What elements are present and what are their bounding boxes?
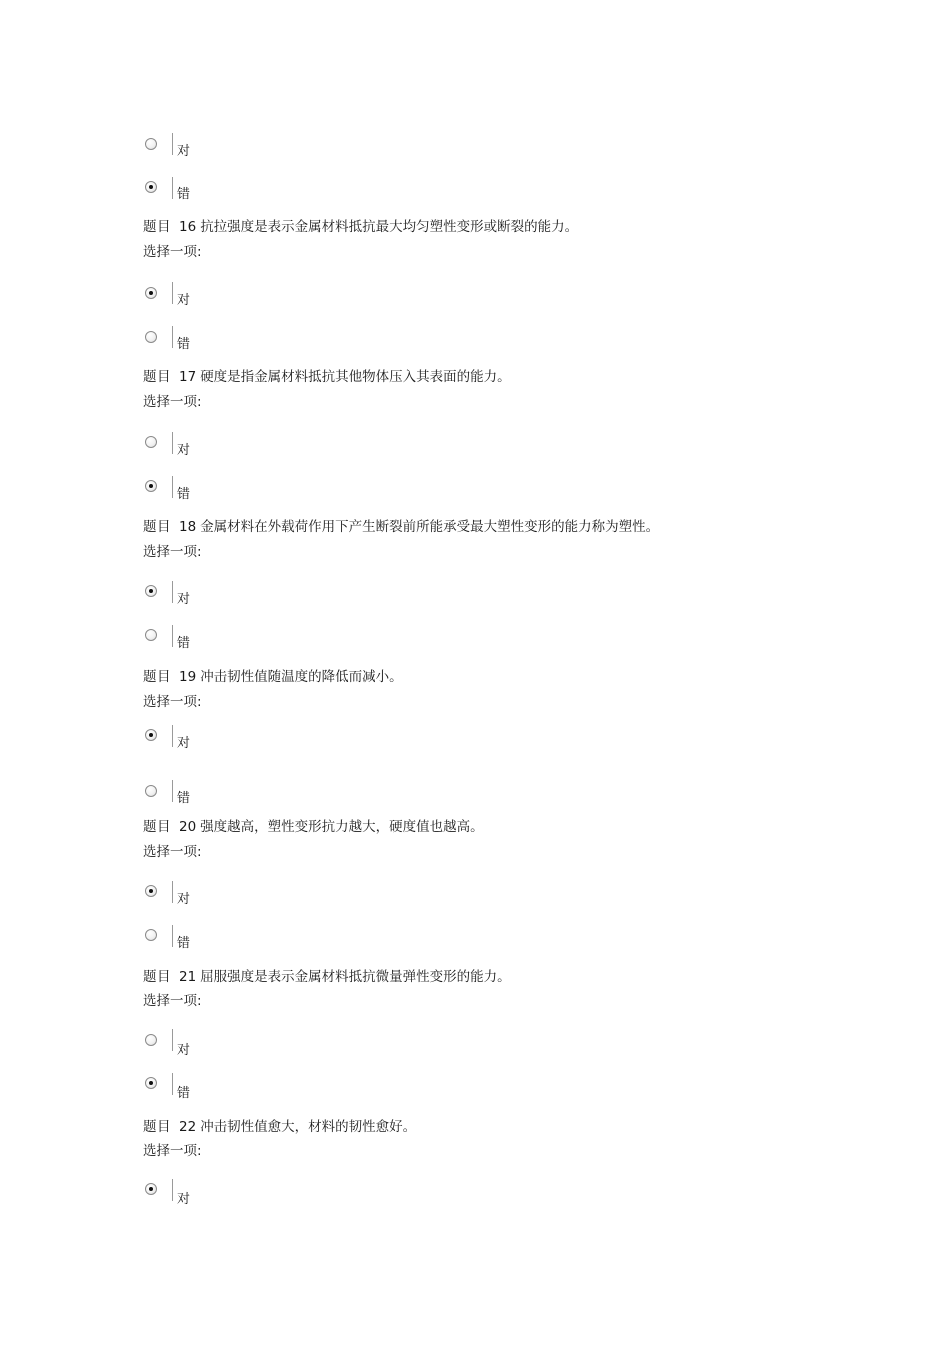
option-label: 对 [177,144,191,159]
question-number: 19 [179,669,197,685]
radio-button[interactable] [145,436,157,448]
radio-button-checked[interactable] [145,885,157,897]
radio-button[interactable] [145,1034,157,1046]
option-label: 错 [177,1086,191,1101]
option-label: 对 [177,1192,191,1207]
radio-dot-icon [149,1081,153,1085]
option-label: 错 [177,337,191,352]
divider [172,1029,173,1051]
question-prefix: 题目 [143,519,171,535]
radio-button-checked[interactable] [145,1077,157,1089]
radio-button-checked[interactable] [145,585,157,597]
question-prefix: 题目 [143,369,171,385]
question-body: 冲击韧性值愈大，材料的韧性愈好。 [200,1119,417,1135]
divider [172,881,173,903]
option-label: 错 [177,487,191,502]
question-prefix: 题目 [143,1119,171,1135]
divider [172,1179,173,1201]
divider [172,725,173,747]
question-number: 16 [179,219,197,235]
radio-button[interactable] [145,785,157,797]
question-body: 硬度是指金属材料抵抗其他物体压入其表面的能力。 [200,369,511,385]
divider [172,432,173,454]
option-label: 错 [177,187,191,202]
radio-dot-icon [149,484,153,488]
divider [172,925,173,947]
option-label: 对 [177,1043,191,1058]
divider [172,133,173,155]
option-label: 对 [177,736,191,751]
question-number: 22 [179,1119,197,1135]
question-prefix: 题目 [143,219,171,235]
option-label: 错 [177,636,191,651]
radio-button-checked[interactable] [145,729,157,741]
question-number: 20 [179,819,197,835]
option-label: 错 [177,936,191,951]
choose-one-prompt: 选择一项: [143,394,202,410]
choose-one-prompt: 选择一项: [143,244,202,260]
radio-button-checked[interactable] [145,1183,157,1195]
question-body: 屈服强度是表示金属材料抵抗微量弹性变形的能力。 [200,969,511,985]
radio-dot-icon [149,589,153,593]
question-text [143,968,511,986]
question-body: 金属材料在外载荷作用下产生断裂前所能承受最大塑性变形的能力称为塑性。 [200,519,660,535]
option-label: 对 [177,892,191,907]
divider [172,177,173,199]
option-label: 对 [177,592,191,607]
question-body: 强度越高，塑性变形抗力越大，硬度值也越高。 [200,819,484,835]
radio-button[interactable] [145,929,157,941]
divider [172,1073,173,1095]
radio-button-checked[interactable] [145,287,157,299]
radio-button[interactable] [145,138,157,150]
question-body: 抗拉强度是表示金属材料抵抗最大均匀塑性变形或断裂的能力。 [200,219,579,235]
question-text [143,518,659,536]
choose-one-prompt: 选择一项: [143,993,202,1009]
question-text [143,368,511,386]
question-text [143,218,578,236]
question-text [143,1118,416,1136]
question-body: 冲击韧性值随温度的降低而减小。 [200,669,403,685]
option-label: 对 [177,443,191,458]
question-text [143,668,403,686]
question-number: 17 [179,369,197,385]
radio-dot-icon [149,733,153,737]
question-text [143,818,484,836]
divider [172,326,173,348]
radio-button[interactable] [145,629,157,641]
radio-button-checked[interactable] [145,480,157,492]
choose-one-prompt: 选择一项: [143,1143,202,1159]
question-number: 21 [179,969,197,985]
question-number: 18 [179,519,197,535]
divider [172,780,173,802]
choose-one-prompt: 选择一项: [143,694,202,710]
divider [172,282,173,304]
radio-button[interactable] [145,331,157,343]
divider [172,581,173,603]
choose-one-prompt: 选择一项: [143,844,202,860]
question-prefix: 题目 [143,819,171,835]
radio-dot-icon [149,889,153,893]
radio-dot-icon [149,185,153,189]
radio-dot-icon [149,291,153,295]
choose-one-prompt: 选择一项: [143,544,202,560]
radio-dot-icon [149,1187,153,1191]
option-label: 错 [177,791,191,806]
question-prefix: 题目 [143,669,171,685]
divider [172,625,173,647]
option-label: 对 [177,293,191,308]
divider [172,476,173,498]
radio-button-checked[interactable] [145,181,157,193]
question-prefix: 题目 [143,969,171,985]
